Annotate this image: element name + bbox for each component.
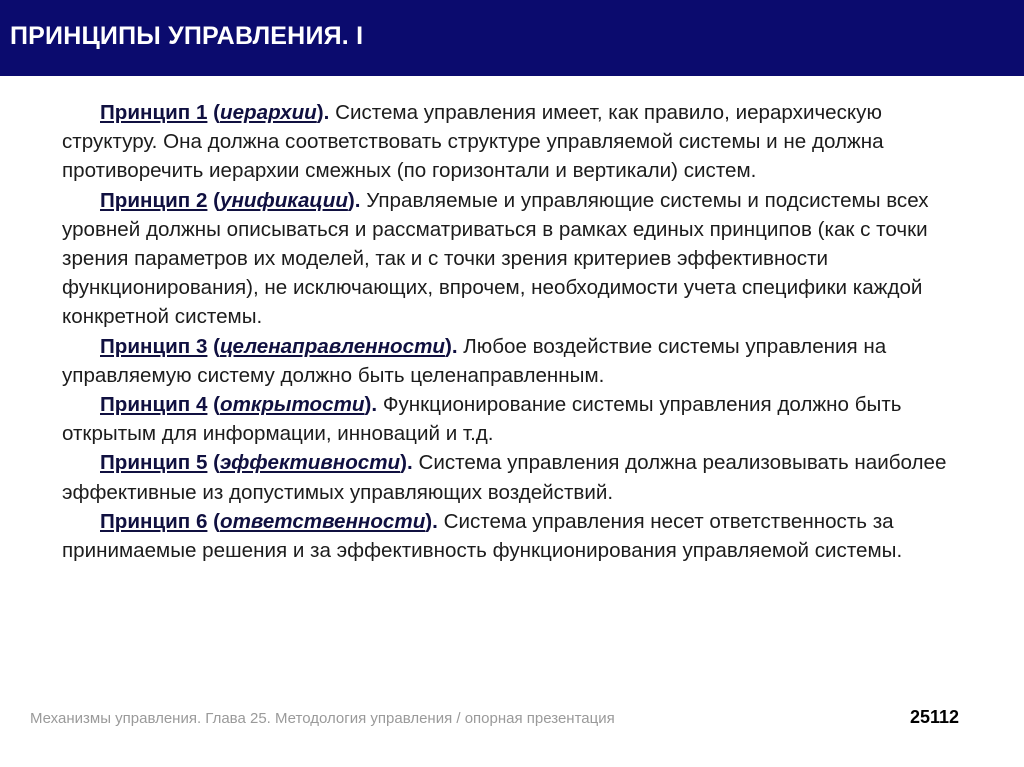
principles-list	[62, 98, 977, 565]
principle-term: открытости	[220, 393, 365, 417]
principle-term: эффективности	[220, 451, 401, 475]
principle-term: унификации	[220, 188, 348, 212]
principle-term: ответственности	[220, 509, 426, 533]
principle-name: Принцип 2	[100, 188, 208, 212]
principle-term: целенаправленности	[220, 334, 445, 358]
principle-name: Принцип 1	[100, 101, 208, 124]
principle-text: Система управления должна реализовывать наиболее эффективные из допустимых управляющих воздействий.	[62, 451, 947, 504]
footer-caption: Механизмы управления. Глава 25. Методология управления / опорная презентация	[30, 710, 615, 727]
principle-text: Система управления имеет, как правило, иерархическую структуру. Она должна соответствовать структуре управляемой системы и не должна противоречить иерархии смежных (по горизонтали и вертикали) систем.	[62, 101, 884, 183]
principle-4: Принцип 4 (открытости). Функционирование системы управления должно быть открытым для информации, инноваций и т.д.	[62, 393, 902, 446]
slide-title: ПРИНЦИПЫ УПРАВЛЕНИЯ. I	[10, 22, 364, 50]
principle-term: иерархии	[220, 101, 317, 124]
principle-5: Принцип 5 (эффективности). Система управления должна реализовывать наиболее эффективные из допустимых управляющих воздействий.	[62, 451, 947, 504]
principle-text: Функционирование системы управления должно быть открытым для информации, инноваций и т.д.	[62, 393, 902, 446]
principle-name: Принцип 6	[100, 509, 208, 533]
principle-3: Принцип 3 (целенаправленности). Любое воздействие системы управления на управляемую систему должно быть целенаправленным.	[62, 334, 887, 387]
title-bar	[0, 0, 1024, 76]
principle-name: Принцип 5	[100, 451, 208, 475]
principle-2: Принцип 2 (унификации). Управляемые и управляющие системы и подсистемы всех уровней должны описываться и рассматриваться в рамках единых принципов (как с точки зрения параметров их моделей, так и с точки зрения критериев эффективности функционирования), не исключающих, впрочем, необходимости учета специфики каждой конкретной системы.	[62, 188, 929, 329]
principle-text: Управляемые и управляющие системы и подсистемы всех уровней должны описываться и рассматриваться в рамках единых принципов (как с точки зрения параметров их моделей, так и с точки зрения критериев эффективности функционирования), не исключающих, впрочем, необходимости учета специфики каждой конкретной системы.	[62, 188, 929, 329]
principle-text: Система управления несет ответственность за принимаемые решения и за эффективность функционирования управляемой системы.	[62, 509, 903, 563]
page-number: 25112	[910, 707, 960, 727]
principle-1: Принцип 1 (иерархии). Система управления имеет, как правило, иерархическую структуру. Она должна соответствовать структуре управляемой системы и не должна противоречить иерархии смежных (по горизонтали и вертикали) систем.	[62, 101, 884, 183]
principle-text: Любое воздействие системы управления на управляемую систему должно быть целенаправленным.	[62, 334, 887, 387]
principle-name: Принцип 4	[100, 393, 208, 417]
principle-6: Принцип 6 (ответственности). Система управления несет ответственность за принимаемые решения и за эффективность функционирования управляемой системы.	[62, 509, 903, 563]
principle-name: Принцип 3	[100, 334, 208, 358]
